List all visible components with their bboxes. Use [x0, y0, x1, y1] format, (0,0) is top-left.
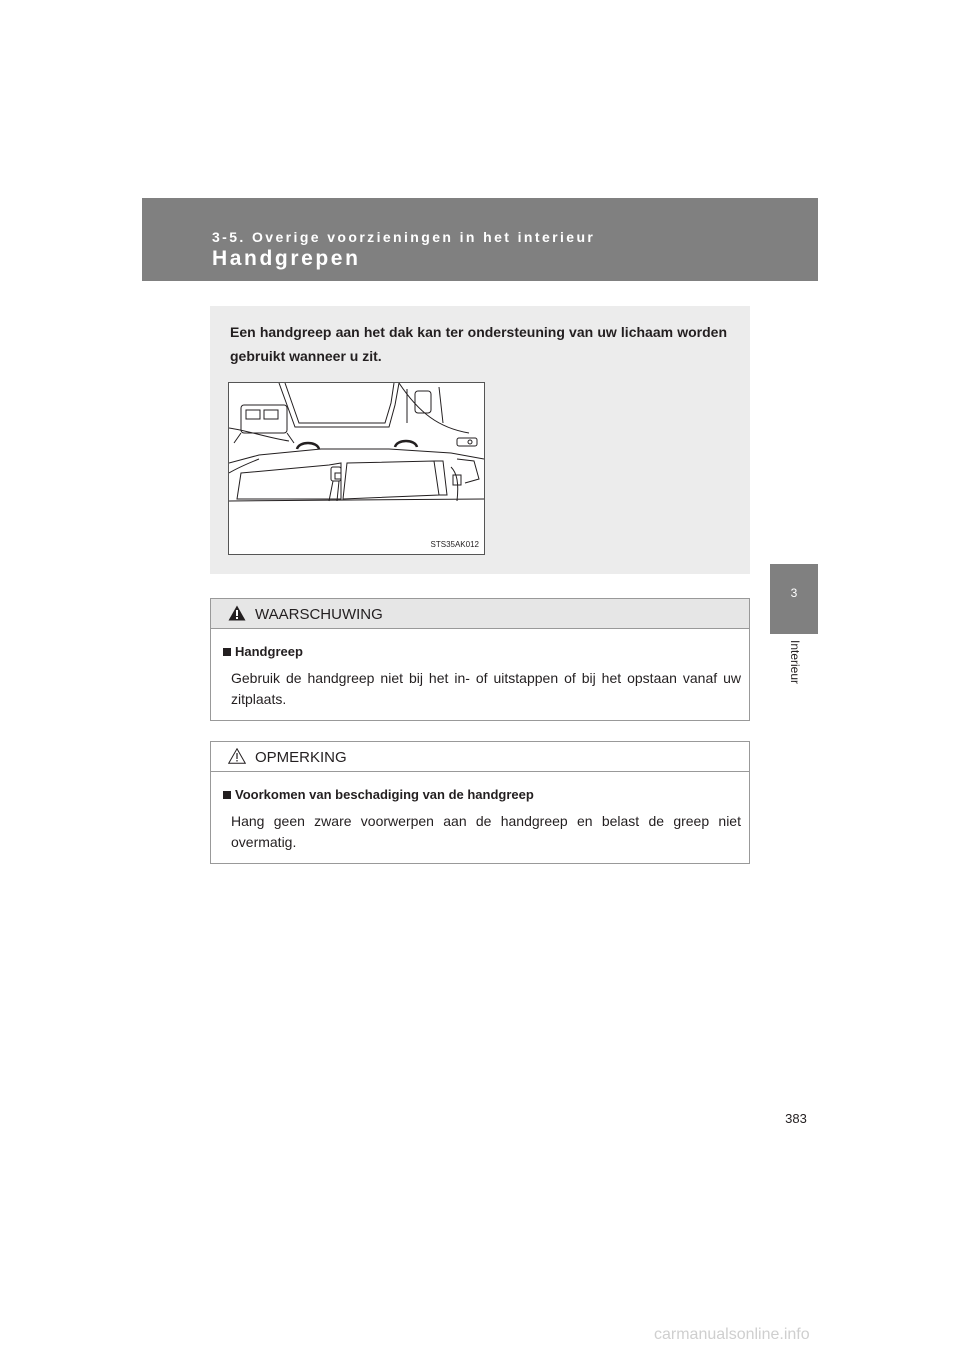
intro-text: Een handgreep aan het dak kan ter ondersteuning van uw lichaam worden gebruikt wanneer u zit.	[230, 324, 727, 364]
note-header	[211, 742, 749, 772]
warning-title: WAARSCHUWING	[255, 606, 383, 623]
square-bullet-icon	[223, 648, 231, 656]
warning-item-heading	[223, 643, 741, 661]
watermark: carmanualsonline.info	[654, 1326, 810, 1343]
figure-code: STS35AK012	[430, 540, 479, 549]
warning-heading-text: Handgreep	[235, 644, 303, 659]
chapter-tab	[770, 564, 818, 634]
chapter-number: 3	[790, 586, 798, 600]
warning-box	[210, 598, 750, 721]
note-box	[210, 741, 750, 864]
warning-body	[211, 629, 749, 710]
square-bullet-icon	[223, 791, 231, 799]
note-heading-text: Voorkomen van beschadiging van de handgreep	[235, 787, 534, 802]
warning-triangle-icon	[228, 605, 246, 621]
note-item-heading	[223, 786, 741, 804]
intro-box	[210, 306, 750, 574]
note-title: OPMERKING	[255, 749, 347, 766]
page-number: 383	[785, 1111, 807, 1126]
note-body	[211, 772, 749, 853]
caution-triangle-outline-icon	[228, 748, 246, 764]
page-title: Handgrepen	[212, 247, 361, 270]
chapter-name: Interieur	[788, 640, 802, 685]
section-label: 3-5. Overige voorzieningen in het interieur	[212, 229, 596, 245]
car-interior-drawing	[229, 383, 484, 554]
note-item-text: Hang geen zware voorwerpen aan de handgreep en belast de greep niet overmatig.	[231, 813, 741, 850]
warning-header	[211, 599, 749, 629]
grab-handle-illustration	[228, 382, 485, 555]
section-header-bar	[142, 198, 818, 281]
warning-item-text: Gebruik de handgreep niet bij het in- of uitstappen of bij het opstaan vanaf uw zitplaats.	[231, 670, 741, 707]
